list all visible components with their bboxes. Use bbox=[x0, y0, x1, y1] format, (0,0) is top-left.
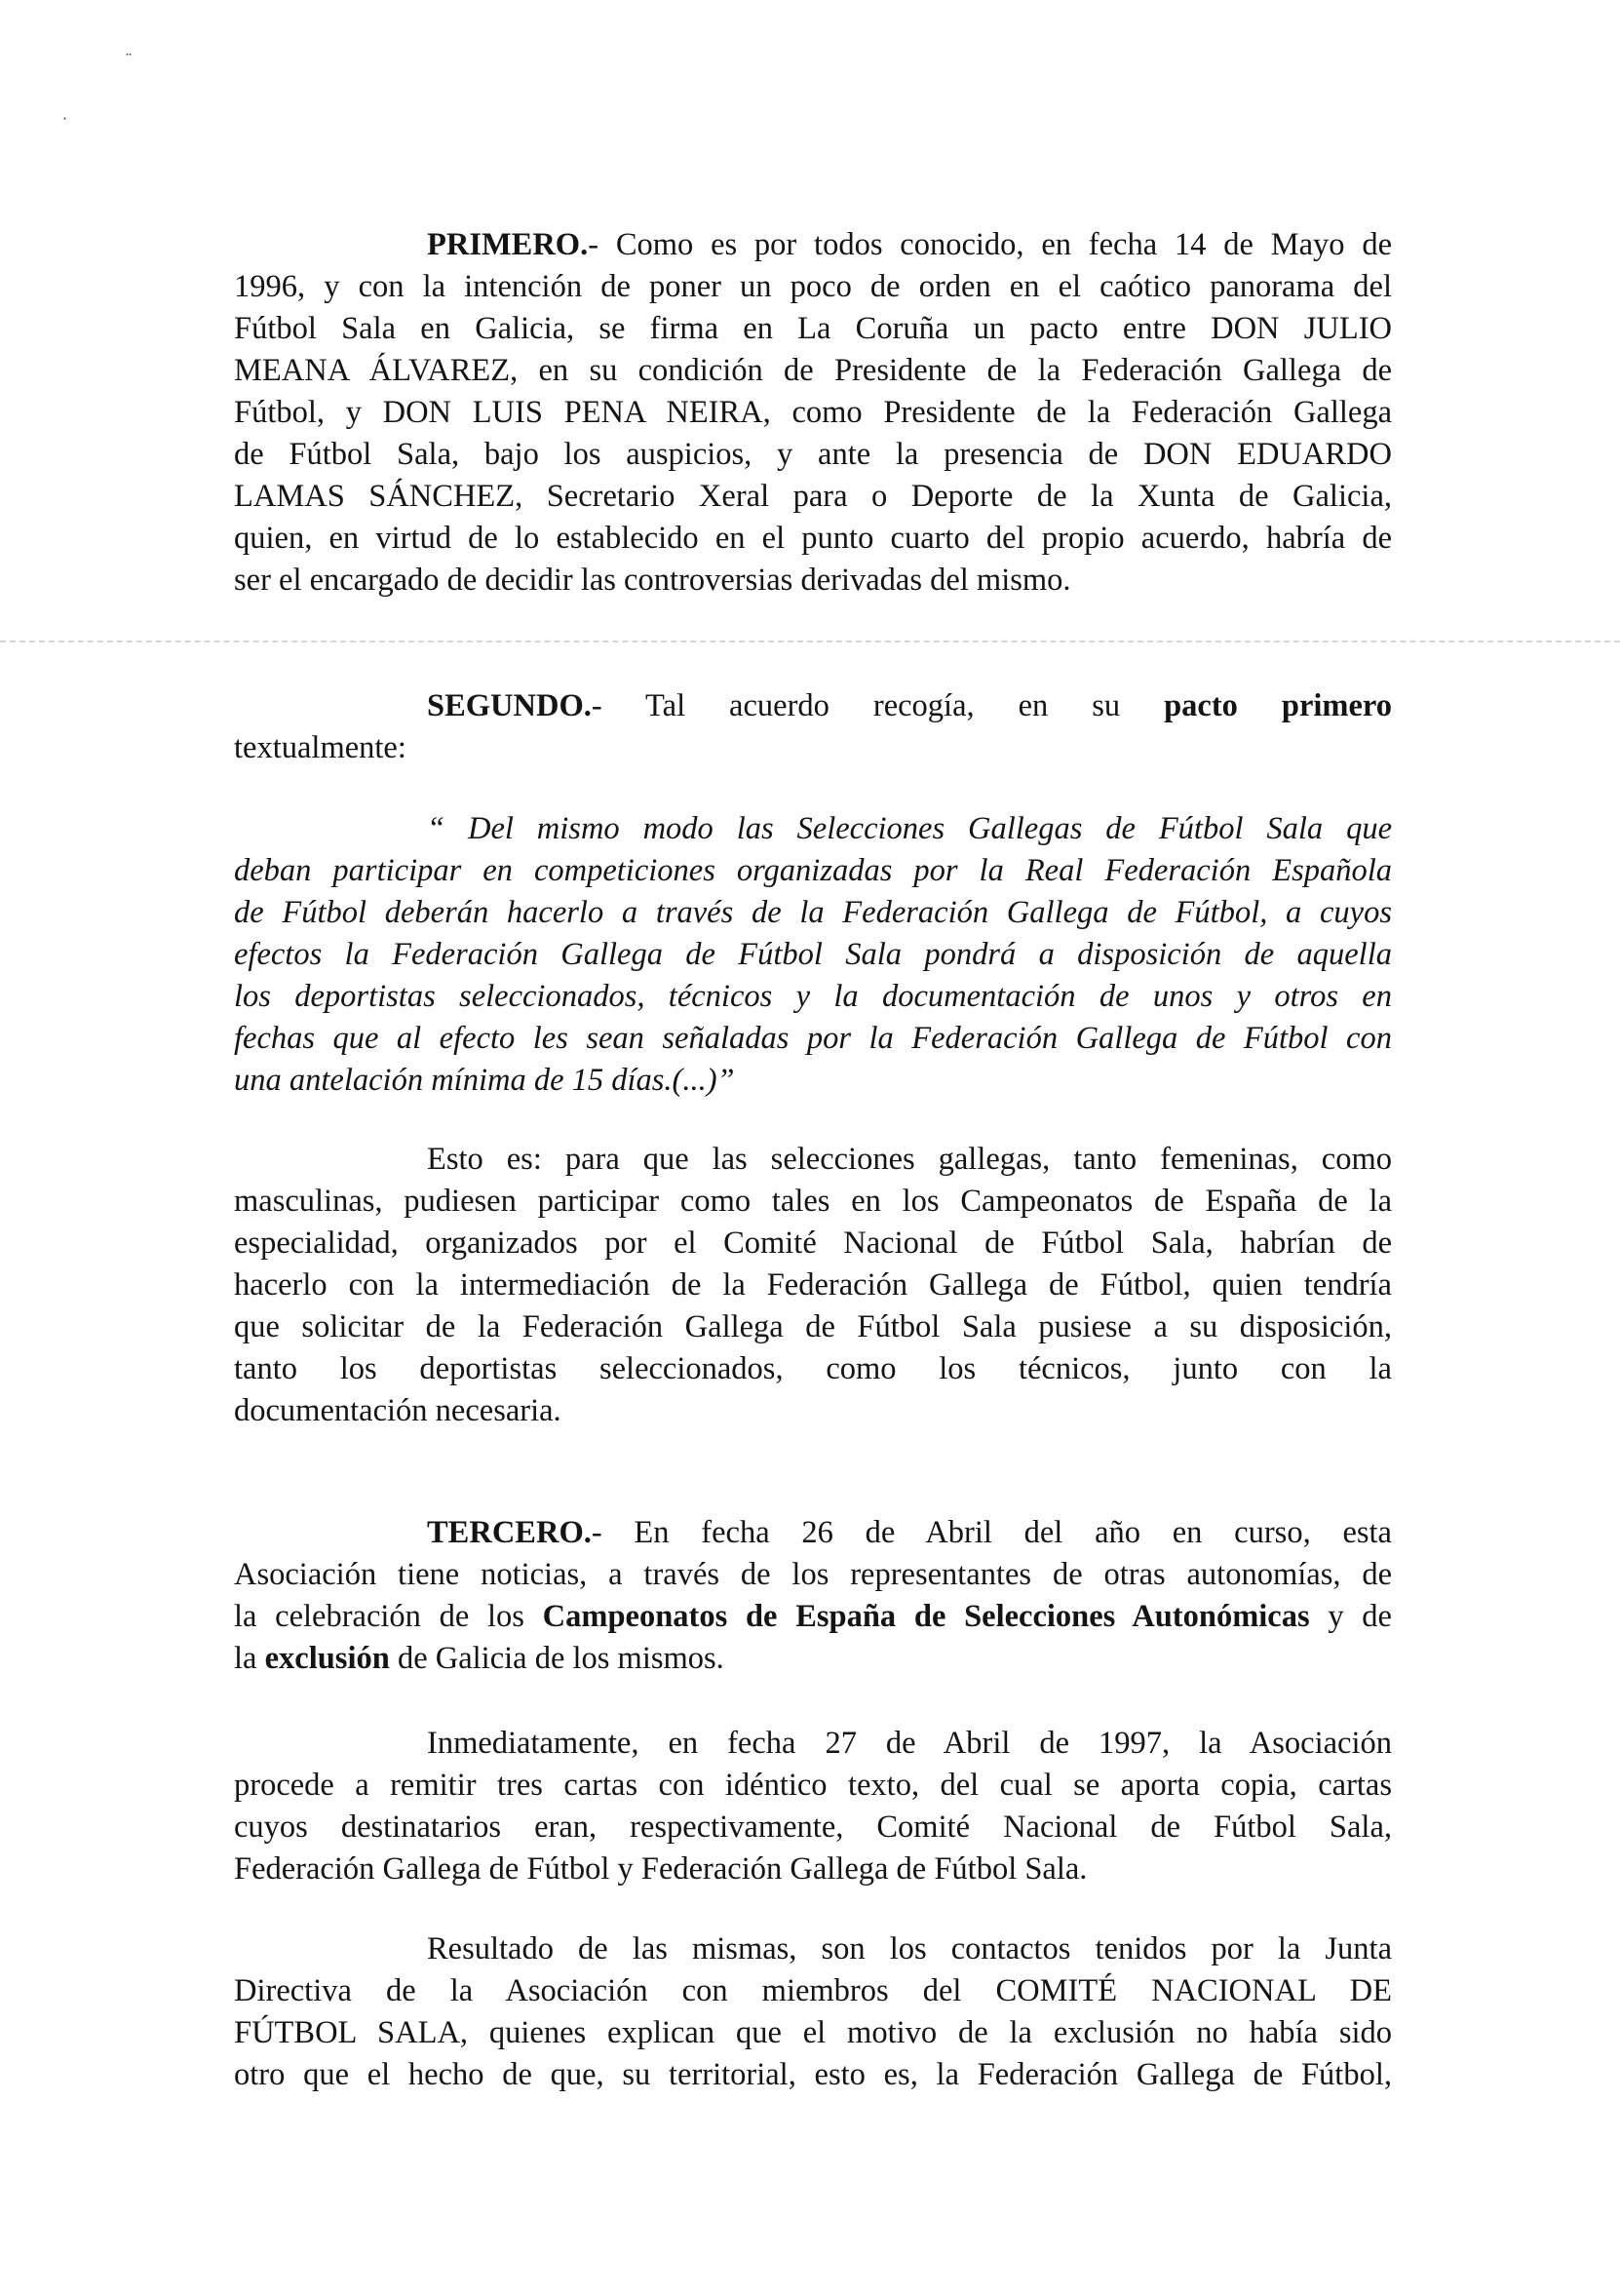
text-line: textualmente: bbox=[234, 730, 406, 765]
text-line: Fútbol Sala en Galicia, se firma en La Coruña un pacto entre DON JULIO bbox=[234, 311, 1392, 346]
text-line: efectos la Federación Gallega de Fútbol Sala pondrá a disposición de aquella bbox=[234, 937, 1392, 972]
scan-speck: ¨ bbox=[125, 51, 133, 69]
paragraph-result bbox=[234, 1928, 1392, 2096]
text-line: especialidad, organizados por el Comité Nacional de Fútbol Sala, habrían de bbox=[234, 1226, 1392, 1261]
text-line: TERCERO.- En fecha 26 de Abril del año en curso, esta bbox=[427, 1515, 1392, 1550]
text-line: PRIMERO.- Como es por todos conocido, en fecha 14 de Mayo de bbox=[427, 227, 1392, 262]
section-heading-primero: PRIMERO. bbox=[427, 227, 589, 262]
text-line: Asociación tiene noticias, a través de los representantes de otras autonomías, de bbox=[234, 1557, 1392, 1592]
section-heading-segundo: SEGUNDO. bbox=[427, 688, 592, 723]
text-line: cuyos destinatarios eran, respectivamente, Comité Nacional de Fútbol Sala, bbox=[234, 1810, 1392, 1845]
paragraph-segundo bbox=[234, 685, 1392, 769]
text-line: Resultado de las mismas, son los contactos tenidos por la Junta bbox=[427, 1931, 1392, 1966]
text-line: documentación necesaria. bbox=[234, 1393, 561, 1428]
text-line: MEANA ÁLVAREZ, en su condición de Presidente de la Federación Gallega de bbox=[234, 353, 1392, 388]
text-line: hacerlo con la intermediación de la Federación Gallega de Fútbol, quien tendría bbox=[234, 1267, 1392, 1303]
scan-speck: · bbox=[62, 109, 68, 128]
text-line: procede a remitir tres cartas con idéntico texto, del cual se aporta copia, cartas bbox=[234, 1768, 1392, 1803]
scan-fold-line bbox=[0, 641, 1620, 642]
text-line: Esto es: para que las selecciones gallegas, tanto femeninas, como bbox=[427, 1142, 1392, 1177]
text-line: los deportistas seleccionados, técnicos y la documentación de unos y otros en bbox=[234, 979, 1392, 1014]
text-line: tanto los deportistas seleccionados, como los técnicos, junto con la bbox=[234, 1351, 1392, 1386]
text-line: la exclusión de Galicia de los mismos. bbox=[234, 1641, 724, 1676]
text-line: que solicitar de la Federación Gallega de Fútbol Sala pusiese a su disposición, bbox=[234, 1309, 1392, 1344]
quoted-agreement bbox=[234, 808, 1392, 1102]
text-line: Federación Gallega de Fútbol y Federación Gallega de Fútbol Sala. bbox=[234, 1851, 1088, 1887]
paragraph-tercero bbox=[234, 1512, 1392, 1680]
text-line: SEGUNDO.- Tal acuerdo recogía, en su pacto primero bbox=[427, 688, 1392, 723]
text-line: “ Del mismo modo las Selecciones Gallegas de Fútbol Sala que bbox=[427, 811, 1392, 846]
section-heading-tercero: TERCERO. bbox=[427, 1515, 592, 1550]
text-line: otro que el hecho de que, su territorial, esto es, la Federación Gallega de Fútbol, bbox=[234, 2057, 1392, 2092]
text-line: ser el encargado de decidir las controversias derivadas del mismo. bbox=[234, 563, 1071, 598]
text-line: la celebración de los Campeonatos de España de Selecciones Autonómicas y de bbox=[234, 1599, 1392, 1634]
text-line: Fútbol, y DON LUIS PENA NEIRA, como Presidente de la Federación Gallega bbox=[234, 395, 1392, 430]
text-line: quien, en virtud de lo establecido en el punto cuarto del propio acuerdo, habría de bbox=[234, 521, 1392, 556]
text-line: LAMAS SÁNCHEZ, Secretario Xeral para o Deporte de la Xunta de Galicia, bbox=[234, 479, 1392, 514]
text-line: deban participar en competiciones organizadas por la Real Federación Española bbox=[234, 853, 1392, 888]
text-line: Inmediatamente, en fecha 27 de Abril de 1997, la Asociación bbox=[427, 1726, 1392, 1761]
text-line: FÚTBOL SALA, quienes explican que el motivo de la exclusión no había sido bbox=[234, 2015, 1392, 2050]
paragraph-explanation bbox=[234, 1139, 1392, 1432]
paragraph-letters bbox=[234, 1723, 1392, 1890]
text-line: de Fútbol Sala, bajo los auspicios, y ante la presencia de DON EDUARDO bbox=[234, 437, 1392, 472]
paragraph-primero bbox=[234, 224, 1392, 602]
text-line: Directiva de la Asociación con miembros del COMITÉ NACIONAL DE bbox=[234, 1973, 1392, 2008]
text-line: fechas que al efecto les sean señaladas por la Federación Gallega de Fútbol con bbox=[234, 1021, 1392, 1056]
text-line: una antelación mínima de 15 días.(...)” bbox=[234, 1063, 735, 1098]
text-line: 1996, y con la intención de poner un poco de orden en el caótico panorama del bbox=[234, 269, 1392, 304]
text-line: de Fútbol deberán hacerlo a través de la Federación Gallega de Fútbol, a cuyos bbox=[234, 895, 1392, 930]
text-line: masculinas, pudiesen participar como tales en los Campeonatos de España de la bbox=[234, 1184, 1392, 1219]
